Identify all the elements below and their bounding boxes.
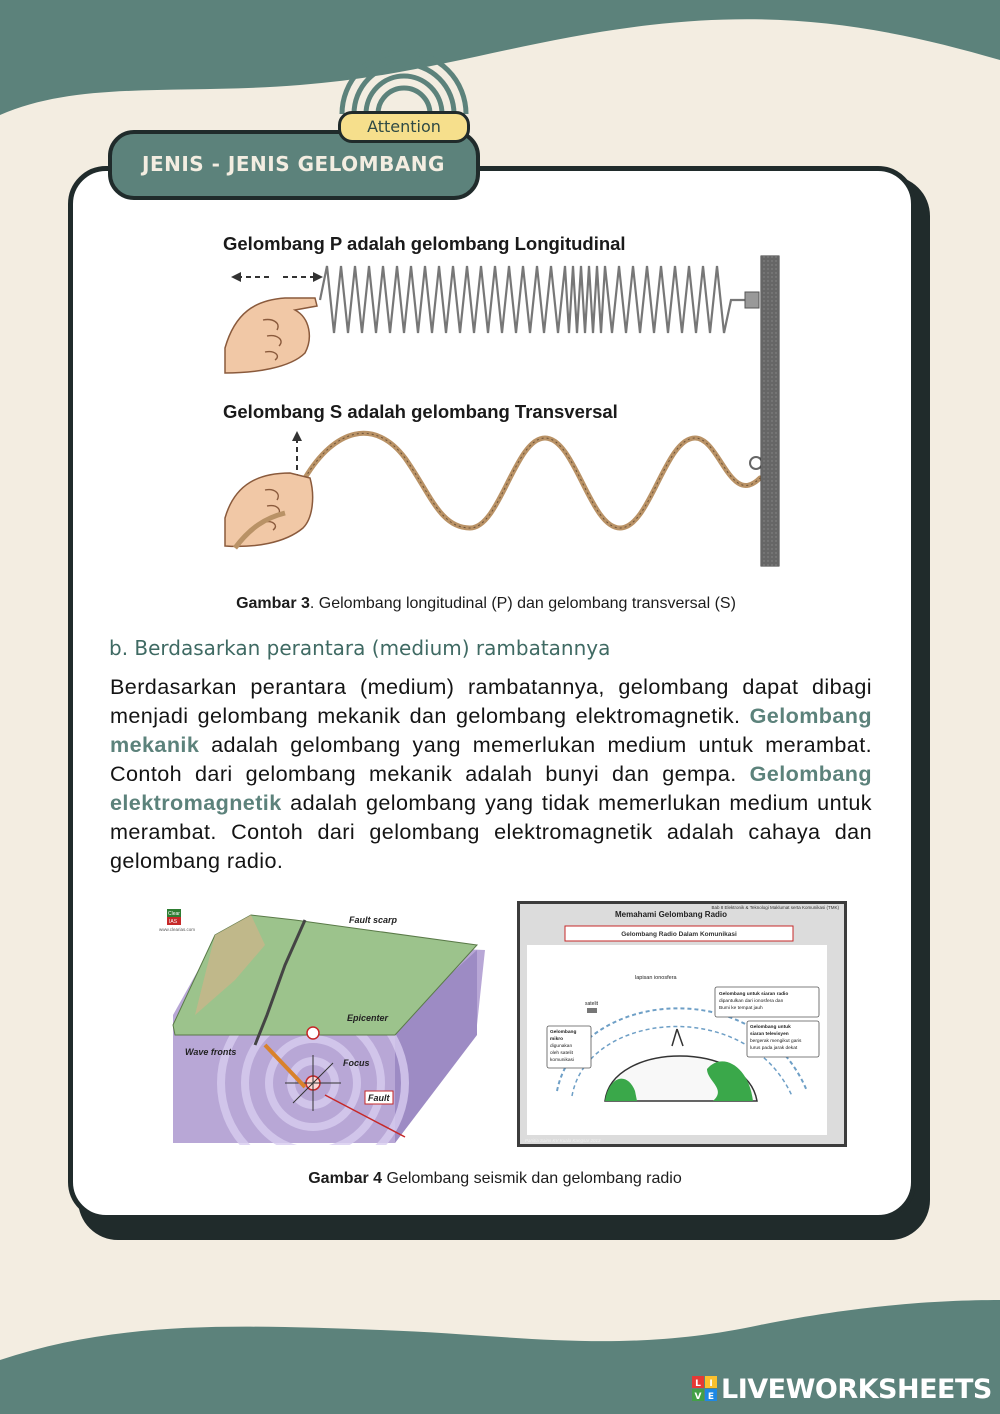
radio-footer: Panitia Sains KV Kuala Kangsar 2013 (525, 1138, 601, 1143)
box-left-line-1: Gelombang (550, 1030, 577, 1035)
box-left-line-5: komunikasi (550, 1058, 574, 1063)
clearias-site: www.clearias.com (159, 927, 196, 932)
brand-name: LIVEWORKSHEETS (721, 1373, 992, 1405)
figure4-caption-text: Gelombang seismik dan gelombang radio (382, 1170, 682, 1187)
section-title: JENIS - JENIS GELOMBANG (142, 152, 445, 176)
logo-letter-e: E (707, 1392, 715, 1402)
box-r1-line-1: Gelombang untuk siaran radio (719, 992, 789, 997)
wall-texture (761, 256, 779, 566)
label-ionosphere: lapisan ionosfera (635, 975, 677, 981)
top-wave (0, 0, 1000, 115)
figure3-caption-text: . Gelombang longitudinal (P) dan gelombang transversal (S) (309, 595, 736, 612)
rope-wave-texture (305, 433, 760, 528)
figure-radio-waves (517, 901, 847, 1147)
label-epicenter: Epicenter (347, 1013, 389, 1023)
attention-badge: Attention (338, 111, 470, 143)
box-r1-line-2: dipantulkan dari ionosfera dan (719, 999, 784, 1004)
hand-image-top (225, 298, 317, 373)
satellite-icon (587, 1008, 597, 1013)
box-r2-line-3: bergerak mengikut garis (750, 1039, 802, 1044)
section-b-heading: b. Berdasarkan perantara (medium) rambatannya (109, 636, 611, 660)
box-r2-line-4: lurus pada jarak dekat (750, 1046, 798, 1051)
term-em-wave: Gelombang elektromagnetik (110, 761, 872, 815)
figure3-caption (0, 595, 972, 613)
term-mechanical-wave: Gelombang mekanik (110, 703, 872, 757)
figure4-caption-bold: Gambar 4 (308, 1170, 383, 1187)
figure-p-s-waves (215, 228, 785, 573)
liveworksheets-logo-icon (692, 1376, 718, 1402)
hand-image-bottom (225, 473, 313, 548)
label-fault: Fault (368, 1093, 390, 1103)
wall-ring (750, 457, 762, 469)
radio-top-note: Bab 8 Elektronik & Teknologi Maklumat serta Komunikasi (TMK) (711, 905, 839, 910)
label-wave-fronts: Wave fronts (185, 1047, 237, 1057)
label-focus: Focus (343, 1058, 370, 1068)
radio-subtitle: Gelombang Radio Dalam Komunikasi (621, 931, 737, 938)
clearias-logo-text-top: Clear (168, 911, 180, 917)
label-p-wave: Gelombang P adalah gelombang Longitudinal (223, 233, 626, 254)
box-left-line-3: digunakan (550, 1044, 573, 1049)
figure4-caption (0, 1170, 990, 1188)
figure-seismic (155, 905, 485, 1145)
label-fault-scarp: Fault scarp (349, 915, 398, 925)
arrow-left-icon (231, 272, 241, 282)
rope-wave (305, 433, 760, 528)
spring-coil (320, 266, 755, 333)
arrow-right-icon (313, 272, 323, 282)
clearias-logo-text-bottom: IAS (169, 919, 178, 925)
epicenter-marker (307, 1027, 319, 1039)
figure3-caption-bold: Gambar 3 (236, 595, 310, 612)
para-part-2: adalah gelombang yang memerlukan medium untuk merambat. Contoh dari gelombang mekanik adalah bunyi dan gempa. (110, 732, 872, 786)
box-left-line-4: oleh satelit (550, 1051, 573, 1056)
logo-letter-i: I (709, 1379, 713, 1389)
box-left-line-2: mikro (550, 1037, 564, 1042)
box-r2-line-2: siaran televisyen (750, 1032, 789, 1037)
radio-title: Memahami Gelombang Radio (615, 910, 728, 919)
logo-letter-l: L (695, 1379, 701, 1389)
box-r2-line-1: Gelombang untuk (750, 1025, 791, 1030)
logo-letter-v: V (694, 1392, 702, 1402)
liveworksheets-brand (692, 1372, 992, 1406)
box-r1-line-3: Bumi ke tempat jauh (719, 1006, 763, 1011)
section-b-paragraph (110, 672, 872, 875)
label-s-wave: Gelombang S adalah gelombang Transversal (223, 401, 618, 422)
para-part-3: adalah gelombang yang tidak memerlukan medium untuk merambat. Contoh dari gelombang elektromagnetik adalah cahaya dan gelombang radio. (110, 790, 872, 873)
label-satellite: satelit (585, 1001, 599, 1007)
para-part-1: Berdasarkan perantara (medium) rambatannya, gelombang dapat dibagi menjadi gelombang mekanik dan gelombang elektromagnetik. (110, 674, 872, 728)
